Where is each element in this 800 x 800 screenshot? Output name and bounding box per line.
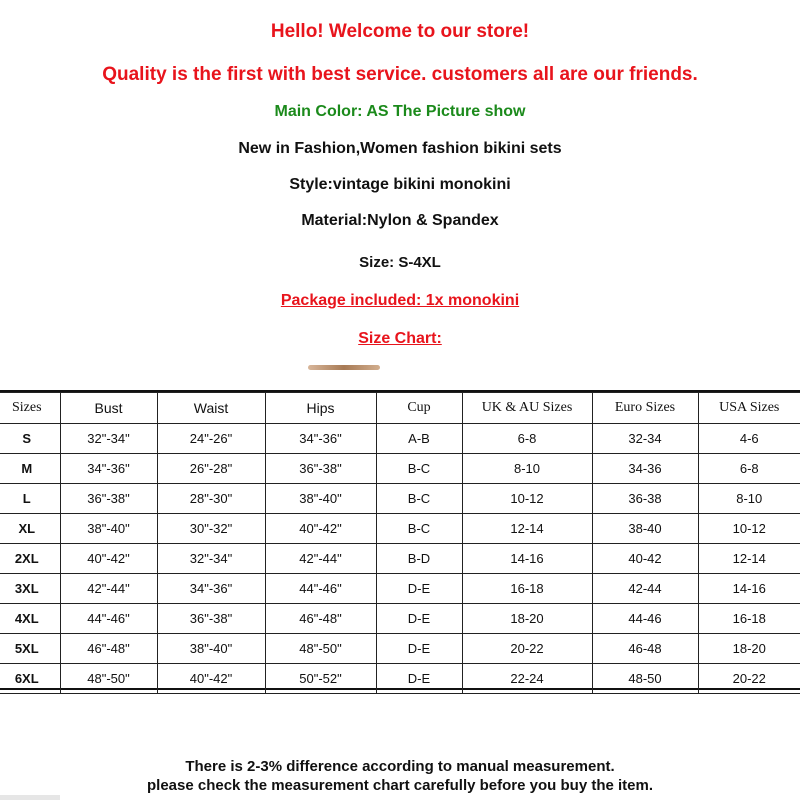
cell-uk-au: 8-10 [462, 454, 592, 484]
product-photo-edge [308, 365, 380, 370]
cell-usa: 8-10 [698, 484, 800, 514]
cell-size: L [0, 484, 60, 514]
measurement-advice: please check the measurement chart carefully before you buy the item. [146, 777, 653, 794]
cell-euro: 42-44 [592, 574, 698, 604]
cell-cup: D-E [376, 634, 462, 664]
cell-cup: D-E [376, 574, 462, 604]
column-header-uk-au: UK & AU Sizes [462, 393, 592, 424]
column-header-bust: Bust [60, 393, 157, 424]
cell-euro: 32-34 [592, 424, 698, 454]
column-header-sizes: Sizes [0, 393, 60, 424]
cell-waist: 28"-30" [157, 484, 265, 514]
cell-size: 2XL [0, 544, 60, 574]
cell-cup: D-E [376, 664, 462, 694]
welcome-heading: Hello! Welcome to our store! [270, 21, 530, 42]
cell-hips: 40"-42" [265, 514, 376, 544]
cell-bust: 36"-38" [60, 484, 157, 514]
table-row [0, 514, 800, 544]
cell-bust: 34"-36" [60, 454, 157, 484]
cell-waist: 30"-32" [157, 514, 265, 544]
cell-cup: D-E [376, 604, 462, 634]
cell-waist: 26"-28" [157, 454, 265, 484]
cell-waist: 32"-34" [157, 544, 265, 574]
style-text: Style:vintage bikini monokini [289, 176, 511, 193]
cell-cup: B-D [376, 544, 462, 574]
cell-waist: 24"-26" [157, 424, 265, 454]
cell-waist: 40"-42" [157, 664, 265, 694]
quality-slogan: Quality is the first with best service. customers all are our friends. [102, 64, 698, 85]
size-chart-body [0, 424, 800, 694]
table-row [0, 454, 800, 484]
column-header-waist: Waist [157, 393, 265, 424]
product-headline: New in Fashion,Women fashion bikini sets [238, 140, 562, 157]
table-row [0, 604, 800, 634]
cell-euro: 34-36 [592, 454, 698, 484]
cell-hips: 34"-36" [265, 424, 376, 454]
cell-hips: 42"-44" [265, 544, 376, 574]
size-range-text: Size: S-4XL [359, 254, 441, 271]
cell-usa: 20-22 [698, 664, 800, 694]
cell-uk-au: 18-20 [462, 604, 592, 634]
cell-size: S [0, 424, 60, 454]
cell-euro: 36-38 [592, 484, 698, 514]
cell-cup: A-B [376, 424, 462, 454]
cell-size: 5XL [0, 634, 60, 664]
cell-uk-au: 16-18 [462, 574, 592, 604]
cell-usa: 4-6 [698, 424, 800, 454]
cell-size: 3XL [0, 574, 60, 604]
column-header-usa: USA Sizes [698, 393, 800, 424]
cell-hips: 50"-52" [265, 664, 376, 694]
cell-bust: 46"-48" [60, 634, 157, 664]
cell-bust: 38"-40" [60, 514, 157, 544]
table-row [0, 424, 800, 454]
cell-cup: B-C [376, 514, 462, 544]
table-row [0, 484, 800, 514]
cell-bust: 32"-34" [60, 424, 157, 454]
cell-hips: 44"-46" [265, 574, 376, 604]
column-header-hips: Hips [265, 393, 376, 424]
cell-cup: B-C [376, 484, 462, 514]
cell-euro: 40-42 [592, 544, 698, 574]
size-chart-table [0, 392, 800, 694]
cell-uk-au: 20-22 [462, 634, 592, 664]
cell-usa: 16-18 [698, 604, 800, 634]
cell-usa: 12-14 [698, 544, 800, 574]
cell-bust: 40"-42" [60, 544, 157, 574]
cell-bust: 42"-44" [60, 574, 157, 604]
cell-uk-au: 14-16 [462, 544, 592, 574]
cell-size: XL [0, 514, 60, 544]
table-row [0, 544, 800, 574]
cell-usa: 18-20 [698, 634, 800, 664]
table-row [0, 634, 800, 664]
cell-size: 4XL [0, 604, 60, 634]
cell-euro: 44-46 [592, 604, 698, 634]
cell-euro: 48-50 [592, 664, 698, 694]
cell-usa: 14-16 [698, 574, 800, 604]
cell-uk-au: 12-14 [462, 514, 592, 544]
material-text: Material:Nylon & Spandex [301, 212, 499, 229]
cell-usa: 6-8 [698, 454, 800, 484]
cell-bust: 48"-50" [60, 664, 157, 694]
cell-bust: 44"-46" [60, 604, 157, 634]
cell-hips: 36"-38" [265, 454, 376, 484]
cell-usa: 10-12 [698, 514, 800, 544]
cell-uk-au: 22-24 [462, 664, 592, 694]
size-chart-table-frame [0, 390, 800, 690]
package-included-text: Package included: 1x monokini [280, 292, 520, 309]
main-color-text: Main Color: AS The Picture show [274, 103, 526, 120]
column-header-cup: Cup [376, 393, 462, 424]
cell-hips: 46"-48" [265, 604, 376, 634]
corner-decoration [0, 795, 60, 800]
cell-euro: 38-40 [592, 514, 698, 544]
size-chart-title: Size Chart: [358, 330, 442, 347]
table-row [0, 574, 800, 604]
cell-hips: 38"-40" [265, 484, 376, 514]
measurement-note: There is 2-3% difference according to manual measurement. [185, 758, 615, 775]
cell-hips: 48"-50" [265, 634, 376, 664]
column-header-euro: Euro Sizes [592, 393, 698, 424]
cell-uk-au: 10-12 [462, 484, 592, 514]
cell-euro: 46-48 [592, 634, 698, 664]
table-header-row [0, 393, 800, 424]
cell-size: M [0, 454, 60, 484]
cell-cup: B-C [376, 454, 462, 484]
cell-size: 6XL [0, 664, 60, 694]
cell-uk-au: 6-8 [462, 424, 592, 454]
cell-waist: 38"-40" [157, 634, 265, 664]
cell-waist: 34"-36" [157, 574, 265, 604]
table-row [0, 664, 800, 694]
cell-waist: 36"-38" [157, 604, 265, 634]
